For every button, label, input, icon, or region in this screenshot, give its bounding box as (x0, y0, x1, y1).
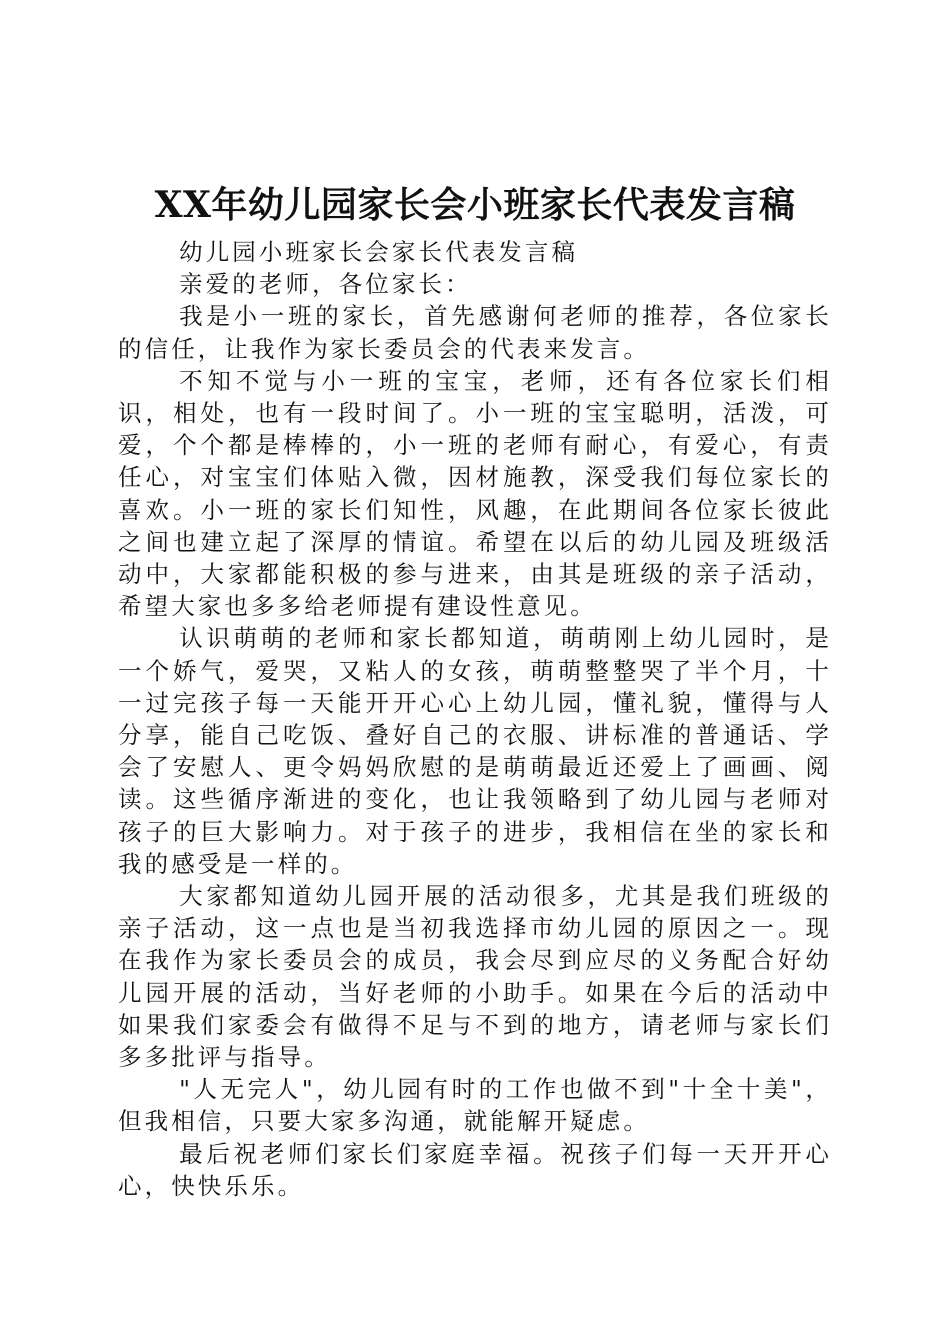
document-body (118, 236, 832, 1202)
body-paragraph: 我是小一班的家长，首先感谢何老师的推荐，各位家长的信任，让我作为家长委员会的代表来发言。 (118, 302, 832, 363)
body-paragraph: 大家都知道幼儿园开展的活动很多，尤其是我们班级的亲子活动，这一点也是当初我选择市幼儿园的原因之一。现在我作为家长委员会的成员，我会尽到应尽的义务配合好幼儿园开展的活动，当好老师的小助手。如果在今后的活动中如果我们家委会有做得不足与不到的地方，请老师与家长们多多批评与指导。 (118, 882, 832, 1072)
document-title: XX年幼儿园家长会小班家长代表发言稿 (154, 184, 796, 226)
salutation-paragraph: 亲爱的老师，各位家长： (179, 270, 472, 299)
body-paragraph: 认识萌萌的老师和家长都知道，萌萌刚上幼儿园时，是一个娇气，爱哭，又粘人的女孩，萌萌整整哭了半个月，十一过完孩子每一天能开开心心上幼儿园，懂礼貌，懂得与人分享，能自己吃饭、叠好自己的衣服、讲标准的普通话、学会了安慰人、更令妈妈欣慰的是萌萌最近还爱上了画画、阅读。这些循序渐进的变化，也让我领略到了幼儿园与老师对孩子的巨大影响力。对于孩子的进步，我相信在坐的家长和我的感受是一样的。 (118, 624, 832, 878)
body-paragraph: 不知不觉与小一班的宝宝，老师，还有各位家长们相识，相处，也有一段时间了。小一班的宝宝聪明，活泼，可爱，个个都是棒棒的，小一班的老师有耐心，有爱心，有责任心，对宝宝们体贴入微，因材施教，深受我们每位家长的喜欢。小一班的家长们知性，风趣，在此期间各位家长彼此之间也建立起了深厚的情谊。希望在以后的幼儿园及班级活动中，大家都能积极的参与进来，由其是班级的亲子活动，希望大家也多多给老师提有建设性意见。 (118, 366, 832, 621)
subtitle-paragraph: 幼儿园小班家长会家长代表发言稿 (179, 238, 579, 266)
closing-paragraph: 最后祝老师们家长们家庭幸福。祝孩子们每一天开开心心，快快乐乐。 (118, 1139, 832, 1200)
body-paragraph: "人无完人"，幼儿园有时的工作也做不到"十全十美"，但我相信，只要大家多沟通，就能解开疑虑。 (118, 1075, 832, 1136)
